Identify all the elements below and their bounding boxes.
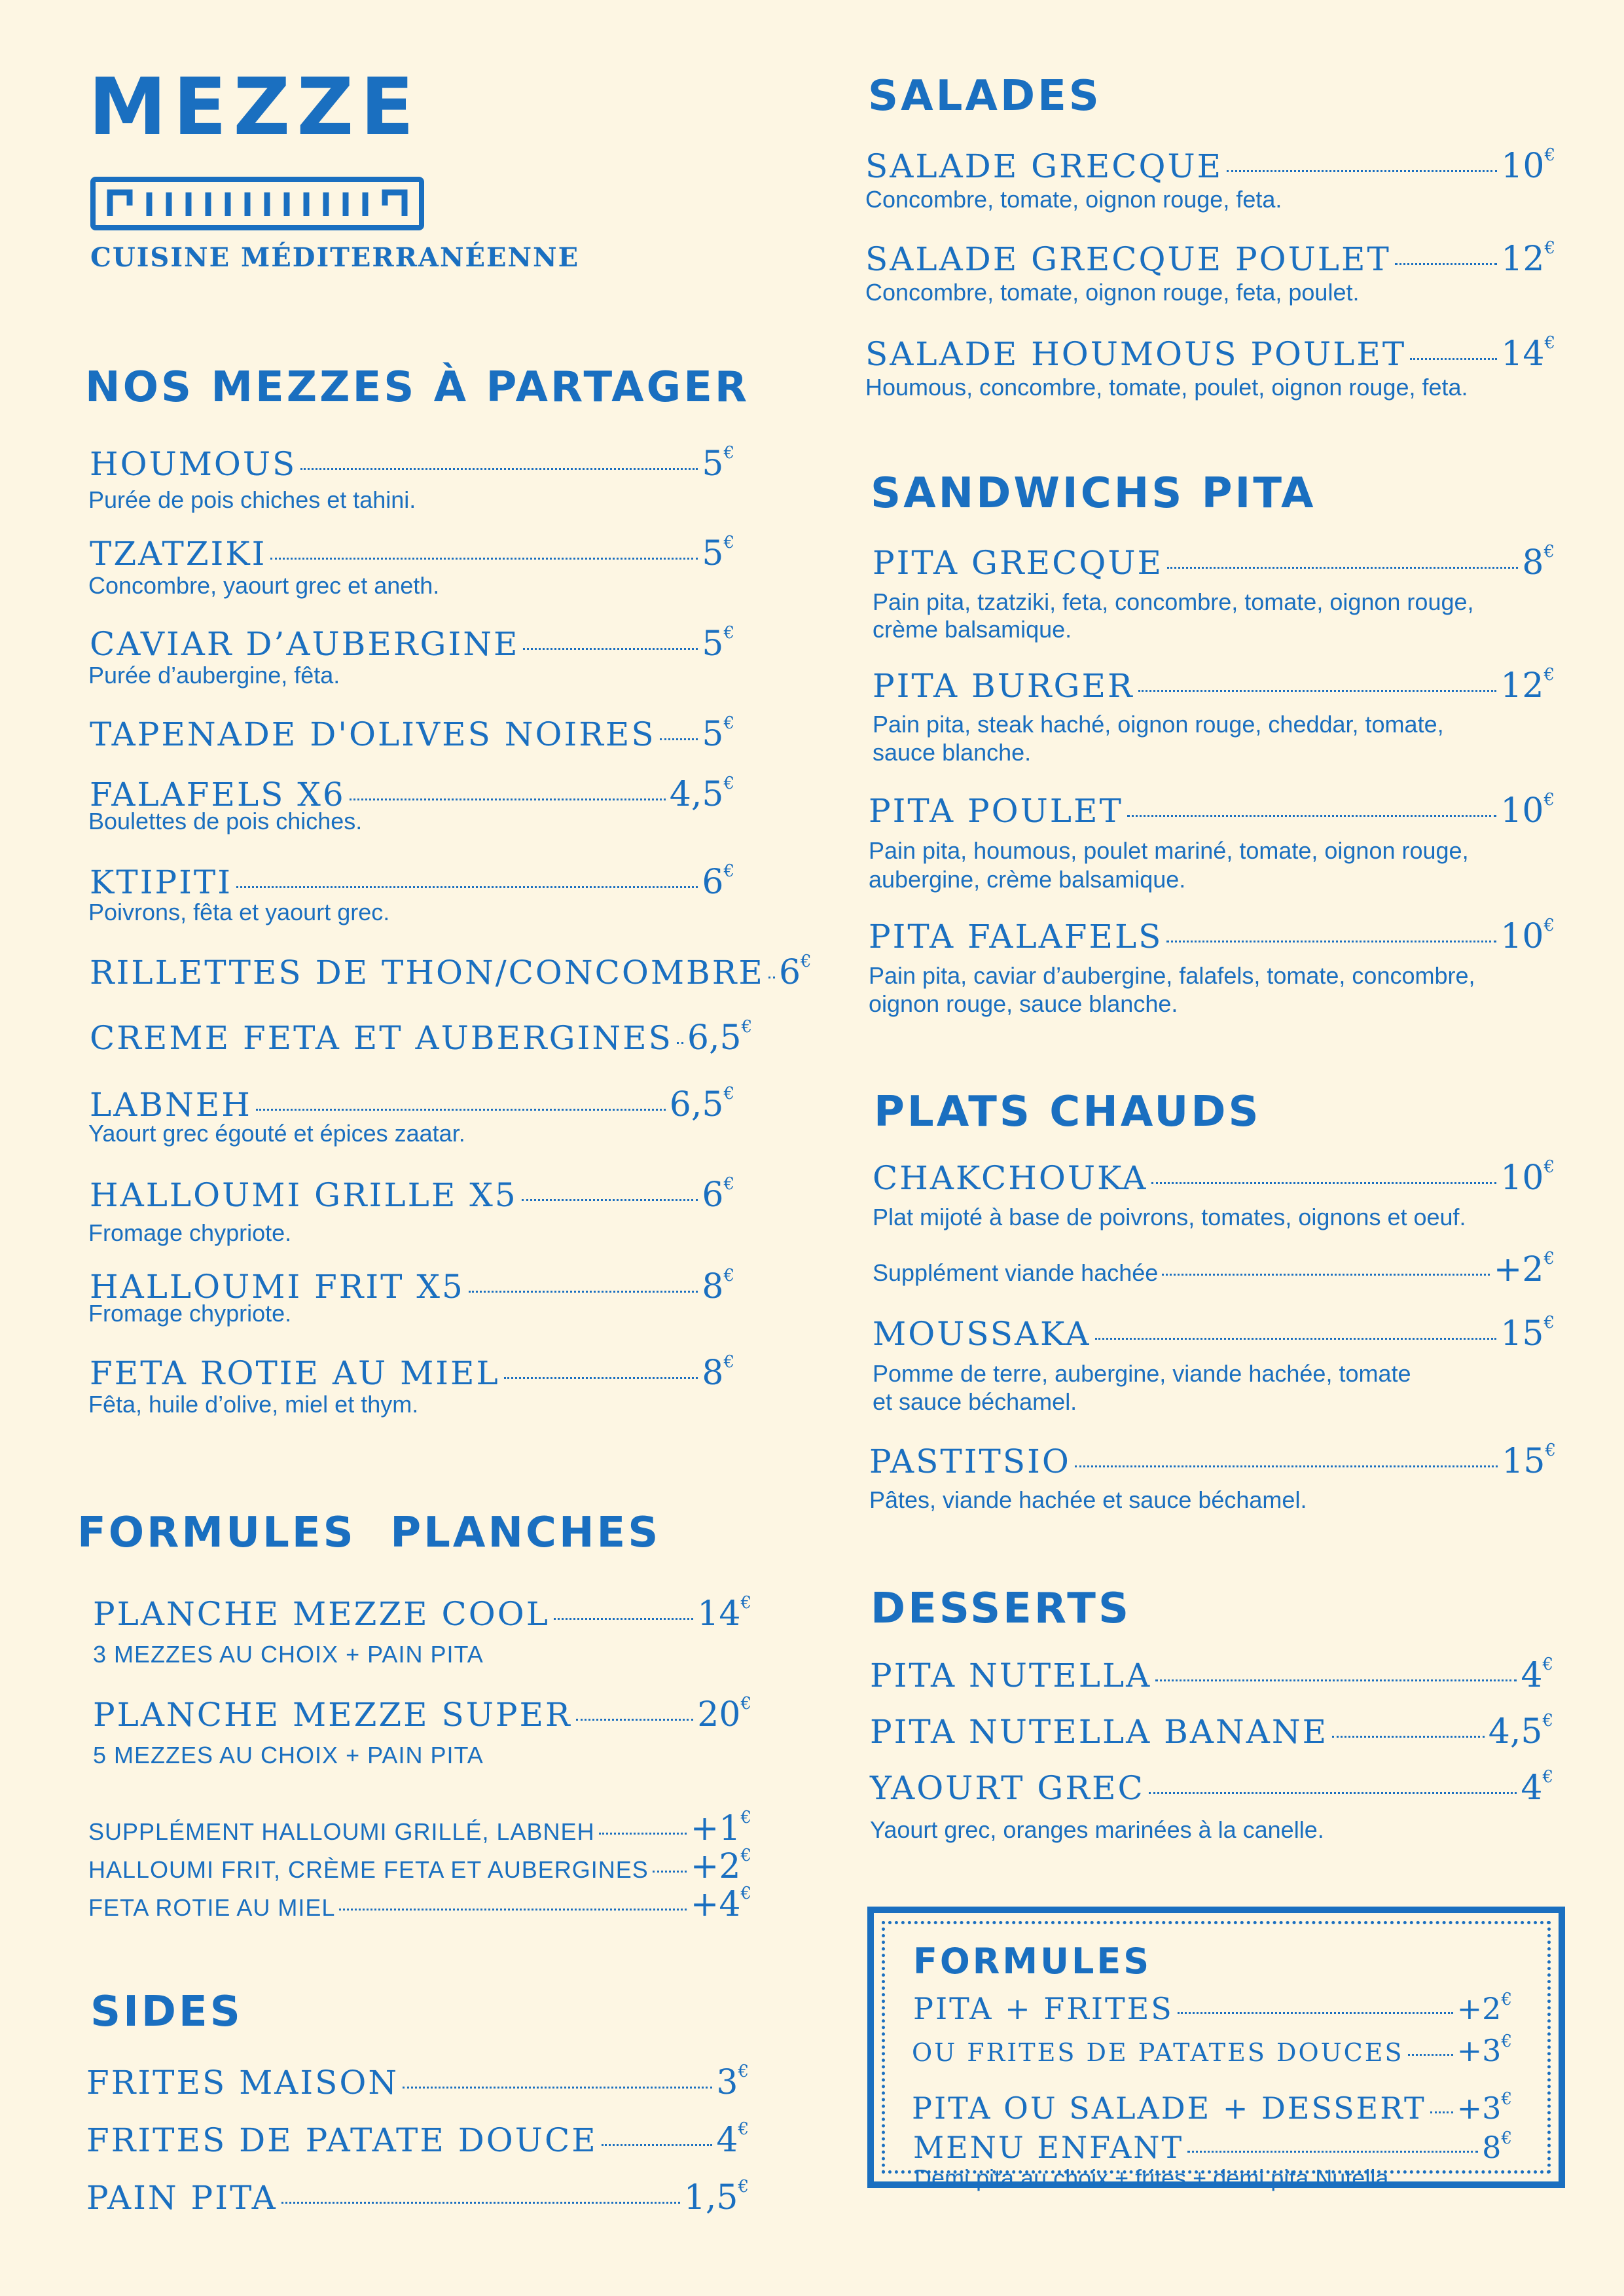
item-price: 10€ bbox=[1500, 790, 1555, 831]
menu-item bbox=[873, 542, 1555, 583]
item-price: +2€ bbox=[1493, 1249, 1555, 1289]
item-price: 6€ bbox=[702, 1174, 734, 1215]
item-price: +3€ bbox=[1456, 2032, 1512, 2068]
item-name: CREME FETA ET AUBERGINES bbox=[90, 1019, 673, 1057]
section-title-salades: SALADES bbox=[868, 72, 1102, 120]
item-price: 4€ bbox=[716, 2119, 749, 2160]
item-name: MENU ENFANT bbox=[913, 2130, 1184, 2165]
item-name: SALADE HOUMOUS POULET bbox=[865, 335, 1407, 373]
item-price: 10€ bbox=[1501, 145, 1555, 186]
item-desc: Plat mijoté à base de poivrons, tomates, oignons et oeuf. bbox=[873, 1204, 1466, 1230]
item-desc: aubergine, crème balsamique. bbox=[869, 866, 1186, 893]
item-name: LABNEH bbox=[90, 1086, 252, 1124]
item-desc: Fêta, huile d’olive, miel et thym. bbox=[88, 1391, 419, 1418]
item-price: 8€ bbox=[1482, 2128, 1512, 2165]
item-price: 6€ bbox=[702, 861, 734, 902]
item-price: 4,5€ bbox=[669, 774, 734, 814]
formule-row bbox=[913, 1990, 1512, 2026]
item-desc: oignon rouge, sauce blanche. bbox=[869, 990, 1178, 1017]
dot-leader bbox=[350, 798, 666, 800]
item-name: SALADE GRECQUE POULET bbox=[865, 240, 1391, 278]
supplement-row bbox=[88, 1884, 751, 1924]
dot-leader bbox=[1155, 1679, 1517, 1681]
menu-item bbox=[873, 1313, 1555, 1354]
item-name: PITA NUTELLA BANANE bbox=[870, 1713, 1329, 1751]
item-desc: Purée d’aubergine, fêta. bbox=[88, 662, 340, 689]
dot-leader bbox=[660, 738, 698, 740]
item-price: 12€ bbox=[1501, 238, 1555, 279]
item-name: PITA FALAFELS bbox=[869, 918, 1163, 956]
item-desc: et sauce béchamel. bbox=[873, 1388, 1077, 1415]
section-title-formules: FORMULES bbox=[913, 1941, 1152, 1982]
menu-item bbox=[90, 1352, 734, 1393]
menu-item bbox=[873, 1157, 1555, 1198]
supplement-name: FETA ROTIE AU MIEL bbox=[88, 1894, 336, 1921]
menu-item bbox=[90, 533, 734, 573]
dot-leader bbox=[1127, 815, 1496, 817]
dot-leader bbox=[300, 468, 698, 470]
menu-item bbox=[93, 1593, 751, 1634]
dot-leader bbox=[256, 1109, 666, 1111]
dot-leader bbox=[522, 1199, 698, 1201]
item-name: FRITES DE PATATE DOUCE bbox=[86, 2121, 598, 2159]
menu-item bbox=[865, 145, 1555, 186]
dot-leader bbox=[523, 648, 698, 650]
item-name: PITA OU SALADE + DESSERT bbox=[912, 2090, 1426, 2126]
menu-item bbox=[869, 916, 1555, 956]
menu-item bbox=[90, 1174, 734, 1215]
item-name: YAOURT GREC bbox=[870, 1769, 1145, 1807]
menu-item bbox=[869, 790, 1555, 831]
item-name: SALADE GRECQUE bbox=[865, 147, 1223, 185]
item-desc: Yaourt grec égouté et épices zaatar. bbox=[88, 1120, 465, 1147]
item-price: 5€ bbox=[702, 713, 734, 754]
dot-leader bbox=[1410, 358, 1497, 360]
dot-leader bbox=[1187, 2151, 1478, 2153]
item-price: 3€ bbox=[716, 2062, 749, 2102]
section-title-sandwichs: SANDWICHS PITA bbox=[871, 469, 1316, 518]
item-desc: Concombre, yaourt grec et aneth. bbox=[88, 572, 440, 599]
item-price: 6,5€ bbox=[669, 1084, 734, 1124]
item-price: 8€ bbox=[702, 1352, 734, 1393]
item-price: 4€ bbox=[1521, 1767, 1553, 1808]
menu-item bbox=[90, 623, 734, 664]
menu-item bbox=[865, 238, 1555, 279]
supplement-row bbox=[873, 1249, 1555, 1289]
item-name: PLANCHE MEZZE COOL bbox=[93, 1595, 550, 1633]
item-desc: 5 MEZZES AU CHOIX + PAIN PITA bbox=[93, 1742, 484, 1768]
item-desc: Pain pita, steak haché, oignon rouge, cheddar, tomate, bbox=[873, 711, 1444, 738]
menu-item bbox=[870, 1655, 1553, 1695]
item-name: PAIN PITA bbox=[86, 2179, 278, 2217]
dot-leader bbox=[469, 1291, 698, 1293]
dot-leader bbox=[1408, 2054, 1453, 2056]
item-name: HALLOUMI GRILLE X5 bbox=[90, 1176, 518, 1214]
item-name: PASTITSIO bbox=[869, 1443, 1071, 1480]
formule-row bbox=[913, 2128, 1512, 2165]
dot-leader bbox=[554, 1618, 693, 1620]
dot-leader bbox=[1149, 1792, 1517, 1794]
dot-leader bbox=[1227, 170, 1497, 172]
supplement-name: HALLOUMI FRIT, CRÈME FETA ET AUBERGINES bbox=[88, 1856, 649, 1883]
menu-item bbox=[865, 333, 1555, 374]
section-title-mezzes: NOS MEZZES À PARTAGER bbox=[85, 363, 750, 412]
item-price: 10€ bbox=[1500, 1157, 1555, 1198]
greek-key-icon bbox=[90, 177, 424, 230]
dot-leader bbox=[1166, 941, 1496, 942]
menu-item bbox=[86, 2177, 749, 2217]
dot-leader bbox=[768, 977, 775, 978]
formule-row bbox=[912, 2089, 1512, 2126]
menu-item bbox=[90, 861, 734, 902]
item-price: 10€ bbox=[1500, 916, 1555, 956]
menu-item bbox=[870, 1767, 1553, 1808]
item-name: KTIPITI bbox=[90, 863, 232, 901]
item-desc: Boulettes de pois chiches. bbox=[88, 808, 363, 834]
menu-item bbox=[869, 1441, 1556, 1481]
brand-tagline: CUISINE MÉDITERRANÉENNE bbox=[90, 242, 580, 273]
item-price: 15€ bbox=[1500, 1313, 1555, 1354]
item-name: FETA ROTIE AU MIEL bbox=[90, 1354, 500, 1392]
section-title-planches: FORMULES PLANCHES bbox=[77, 1509, 661, 1557]
menu-item bbox=[90, 443, 734, 484]
dot-leader bbox=[1178, 2012, 1453, 2014]
item-price: +2€ bbox=[1456, 1990, 1512, 2026]
item-price: 4€ bbox=[1521, 1655, 1553, 1695]
item-desc: Fromage chypriote. bbox=[88, 1300, 292, 1327]
item-price: 1,5€ bbox=[683, 2177, 749, 2217]
item-desc: Fromage chypriote. bbox=[88, 1219, 292, 1246]
item-name: PITA POULET bbox=[869, 792, 1123, 830]
menu-item bbox=[90, 952, 812, 992]
menu-item bbox=[86, 2119, 749, 2160]
item-name: PITA GRECQUE bbox=[873, 544, 1163, 582]
section-title-plats: PLATS CHAUDS bbox=[874, 1088, 1261, 1136]
supplement-name: Supplément viande hachée bbox=[873, 1259, 1159, 1286]
dot-leader bbox=[576, 1719, 694, 1721]
item-price: +3€ bbox=[1456, 2089, 1512, 2126]
dot-leader bbox=[599, 1833, 687, 1835]
item-name: FRITES MAISON bbox=[86, 2064, 399, 2102]
item-price: 14€ bbox=[1501, 333, 1555, 374]
item-name: CAVIAR D’AUBERGINE bbox=[90, 625, 520, 663]
dot-leader bbox=[602, 2144, 713, 2146]
item-price: 6€ bbox=[778, 952, 812, 992]
item-name: TZATZIKI bbox=[90, 535, 267, 573]
item-desc: Yaourt grec, oranges marinées à la canelle. bbox=[870, 1816, 1324, 1843]
item-desc: Pain pita, houmous, poulet mariné, tomate, oignon rouge, bbox=[869, 837, 1469, 864]
menu-item bbox=[93, 1694, 751, 1734]
dot-leader bbox=[339, 1909, 686, 1910]
dot-leader bbox=[1395, 263, 1497, 265]
item-name: PITA + FRITES bbox=[913, 1991, 1174, 2026]
item-name: PITA NUTELLA bbox=[870, 1657, 1152, 1695]
item-price: +4€ bbox=[690, 1884, 751, 1924]
item-price: 5€ bbox=[702, 443, 734, 484]
menu-item bbox=[90, 1017, 753, 1058]
item-price: 8€ bbox=[1522, 542, 1555, 583]
item-desc: Pâtes, viande hachée et sauce béchamel. bbox=[869, 1486, 1307, 1513]
formule-desc: Demi pita au choix + frites + demi pita Nutella. bbox=[914, 2164, 1396, 2191]
item-name: HALLOUMI FRIT X5 bbox=[90, 1268, 465, 1306]
item-desc: Pain pita, tzatziki, feta, concombre, tomate, oignon rouge, bbox=[873, 588, 1474, 615]
item-desc: Pomme de terre, aubergine, viande hachée, tomate bbox=[873, 1360, 1411, 1387]
dot-leader bbox=[1151, 1182, 1496, 1184]
item-desc: Pain pita, caviar d’aubergine, falafels, tomate, concombre, bbox=[869, 962, 1475, 989]
dot-leader bbox=[1095, 1338, 1497, 1340]
item-name: HOUMOUS bbox=[90, 445, 297, 483]
item-name: CHAKCHOUKA bbox=[873, 1159, 1148, 1197]
item-price: 14€ bbox=[697, 1593, 751, 1634]
supplement-name: SUPPLÉMENT HALLOUMI GRILLÉ, LABNEH bbox=[88, 1818, 595, 1845]
dot-leader bbox=[281, 2202, 680, 2204]
dot-leader bbox=[677, 1042, 683, 1044]
formule-row bbox=[912, 2032, 1512, 2068]
item-name: TAPENADE D'OLIVES NOIRES bbox=[90, 715, 656, 753]
item-price: 5€ bbox=[702, 623, 734, 664]
item-desc: Concombre, tomate, oignon rouge, feta. bbox=[865, 186, 1282, 213]
section-title-desserts: DESSERTS bbox=[871, 1585, 1132, 1633]
dot-leader bbox=[270, 558, 698, 560]
section-title-sides: SIDES bbox=[90, 1988, 243, 2036]
item-price: 12€ bbox=[1500, 665, 1555, 706]
supplement-row bbox=[88, 1846, 751, 1886]
item-desc: Purée de pois chiches et tahini. bbox=[88, 486, 416, 513]
item-price: +1€ bbox=[690, 1808, 751, 1848]
item-name: OU FRITES DE PATATES DOUCES bbox=[912, 2038, 1404, 2067]
item-desc: Poivrons, fêta et yaourt grec. bbox=[88, 899, 390, 925]
item-name: RILLETTES DE THON/CONCOMBRE bbox=[90, 954, 765, 992]
menu-item bbox=[870, 1711, 1553, 1751]
item-name: PITA BURGER bbox=[873, 667, 1134, 705]
item-desc: 3 MEZZES AU CHOIX + PAIN PITA bbox=[93, 1641, 484, 1668]
dot-leader bbox=[1332, 1736, 1485, 1738]
item-price: 5€ bbox=[702, 533, 734, 573]
menu-item bbox=[86, 2062, 749, 2102]
item-desc: Concombre, tomate, oignon rouge, feta, poulet. bbox=[865, 279, 1360, 306]
item-price: 20€ bbox=[697, 1694, 751, 1734]
dot-leader bbox=[1138, 690, 1497, 692]
dot-leader bbox=[1162, 1274, 1489, 1276]
dot-leader bbox=[504, 1377, 698, 1379]
dot-leader bbox=[403, 2087, 712, 2089]
supplement-row bbox=[88, 1808, 751, 1848]
menu-item bbox=[90, 713, 734, 754]
dot-leader bbox=[1430, 2111, 1453, 2113]
item-desc: sauce blanche. bbox=[873, 739, 1032, 766]
dot-leader bbox=[1167, 567, 1518, 569]
item-price: 8€ bbox=[702, 1266, 734, 1306]
item-price: 15€ bbox=[1502, 1441, 1556, 1481]
dot-leader bbox=[1075, 1465, 1498, 1467]
menu-item bbox=[873, 665, 1555, 706]
item-name: MOUSSAKA bbox=[873, 1315, 1091, 1353]
brand-logo: MEZZE bbox=[88, 62, 421, 153]
item-price: +2€ bbox=[690, 1846, 751, 1886]
item-desc: Houmous, concombre, tomate, poulet, oignon rouge, feta. bbox=[865, 374, 1468, 401]
menu-item bbox=[90, 1084, 734, 1124]
item-name: PLANCHE MEZZE SUPER bbox=[93, 1696, 572, 1734]
item-price: 6,5€ bbox=[687, 1017, 753, 1058]
item-name: FALAFELS X6 bbox=[90, 776, 346, 814]
dot-leader bbox=[236, 886, 698, 888]
dot-leader bbox=[653, 1871, 687, 1873]
item-desc: crème balsamique. bbox=[873, 616, 1072, 643]
item-price: 4,5€ bbox=[1488, 1711, 1553, 1751]
